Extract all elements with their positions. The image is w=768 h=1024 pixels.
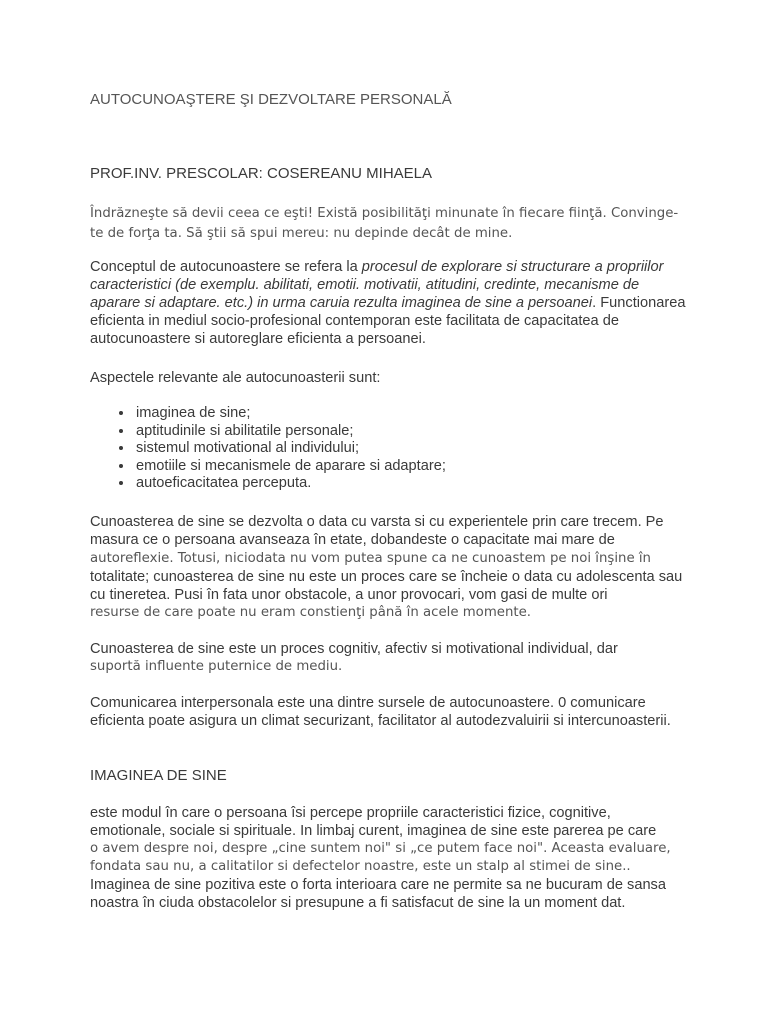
list-item: • imaginea de sine; <box>134 405 690 423</box>
self-image-paragraph <box>90 804 690 912</box>
motto-quote: Îndrăzneşte să devii ceea ce eşti! Există posibilităţi minunate în fiecare fiinţă. Convinge-te de forţa ta. Să ştii să spui mereu: nu depinde decât de mine. <box>90 206 679 241</box>
para1-text: Cunoasterea de sine se dezvolta o data cu varsta si cu experientele prin care trecem. Pe masura ce o persoana avanseaza în etate, dobandeste o capacitate mai mare de <box>90 514 664 548</box>
communication-paragraph: Comunicarea interpersonala este una dintre sursele de autocunoastere. 0 comunicare eficienta poate asigura un climat securizant, facilitator al autodezvaluirii si intercunoasterii. <box>90 695 671 729</box>
document-title: AUTOCUNOAŞTERE ŞI DEZVOLTARE PERSONALĂ <box>90 91 452 108</box>
list-item: • sistemul motivational al individului; <box>134 440 690 458</box>
para1-part1 <box>90 513 690 568</box>
para4-part2: o avem despre noi, despre „cine suntem noi" si „ce putem face noi". Aceasta evaluare, fondata sau nu, a calitatilor si defectelor noastre, este un stalp al stimei de sine.. <box>90 841 671 874</box>
aspects-intro: Aspectele relevante ale autocunoasterii sunt: <box>90 370 381 386</box>
para1-part2 <box>90 568 690 604</box>
section-heading-imagine: IMAGINEA DE SINE <box>90 767 227 784</box>
para2-part1: Cunoasterea de sine este un proces cognitiv, afectiv si motivational individual, dar <box>90 641 618 657</box>
list-item: • autoeficacitatea perceputa. <box>134 475 690 493</box>
para1-text-2: totalitate; cunoasterea de sine nu este un proces care se încheie o data cu adolescenta sau cu tineretea. Pusi în fata unor obstacole, a unor provocari, vom gasi de multe ori <box>90 569 683 603</box>
para2-part2: suportă influente puternice de mediu. <box>90 659 343 674</box>
list-item: • aptitudinile si abilitatile personale; <box>134 423 690 441</box>
para4-part3: Imaginea de sine pozitiva este o forta interioara care ne permite sa ne bucuram de sansa noastra în ciuda obstacolelor si presupune a fi satisfacut de sine la un moment dat. <box>90 877 666 911</box>
concept-rest: . Functionarea eficienta in mediul socio-profesional contemporan este facilitata de capacitatea de autocunoastere si autoreglare eficienta a persoanei. <box>90 295 686 347</box>
para1-light-text: autoreflexie. Totusi, niciodata nu vom putea spune ca ne cunoastem pe noi înşine în <box>90 551 651 566</box>
author-line: PROF.INV. PRESCOLAR: COSEREANU MIHAELA <box>90 165 433 182</box>
para4-part1: este modul în care o persoana îsi percepe propriile caracteristici fizice, cognitive, emotionale, sociale si spirituale. In limbaj curent, imaginea de sine este parerea pe care <box>90 805 657 839</box>
concept-intro: Conceptul de autocunoastere se refera la <box>90 259 362 275</box>
cognitive-paragraph <box>90 640 690 676</box>
concept-paragraph <box>90 258 690 348</box>
aspects-list <box>90 405 690 493</box>
concept-definition: procesul de explorare si structurare a propriilor caracteristici (de exemplu. abilitati, emotii. motivatii, atitudini, credinte, mecanisme de aparare si adaptare. etc.) in urma caruia rezulta imaginea de sine a persoanei <box>90 259 664 311</box>
para1-part3: resurse de care poate nu eram constienţi până în acele momente. <box>90 605 532 620</box>
self-knowledge-paragraph <box>90 513 690 622</box>
list-item: • emotiile si mecanismele de aparare si adaptare; <box>134 458 690 476</box>
